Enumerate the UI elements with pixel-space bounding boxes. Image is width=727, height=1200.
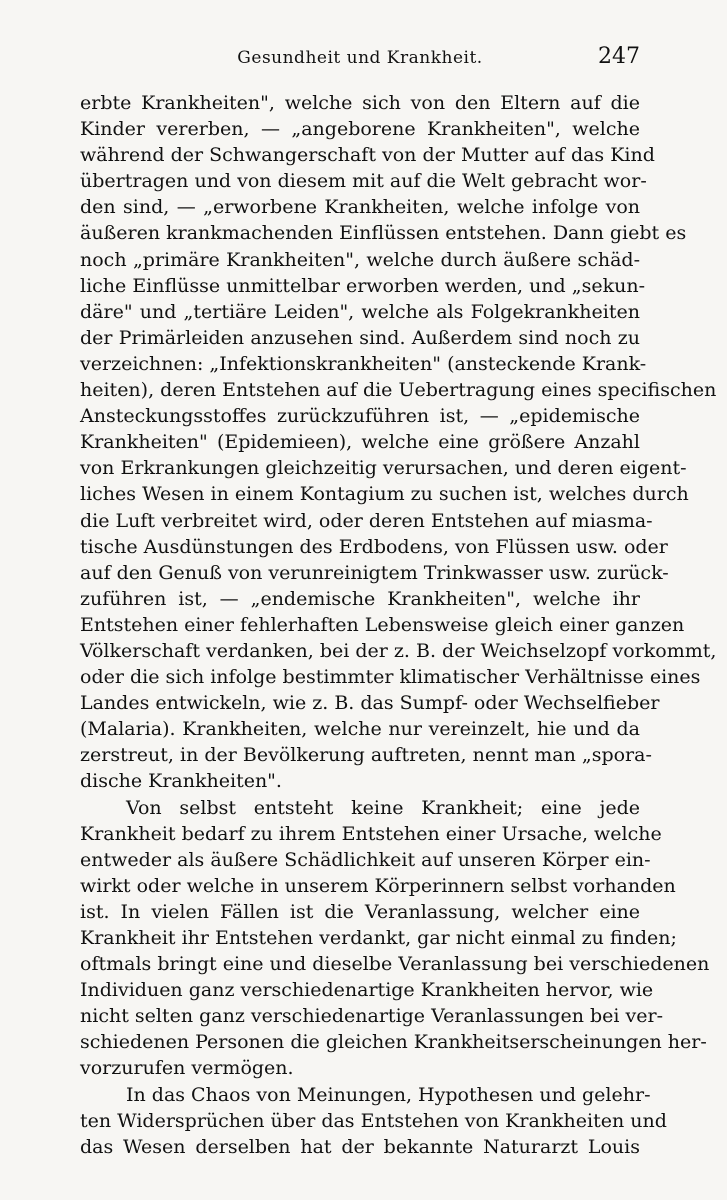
- text-line: Völkerschaft verdanken, bei der z. B. der Weichselzopf vorkommt,: [80, 639, 717, 662]
- paragraph: [80, 1082, 667, 1160]
- text-line: der Primärleiden anzusehen sind. Außerdem sind noch zu: [80, 326, 640, 349]
- text-line: erbte Krankheiten", welche sich von den Eltern auf die: [80, 92, 640, 114]
- text-line: oftmals bringt eine und dieselbe Veranlassung bei verschiedenen: [80, 953, 710, 976]
- text-line: entweder als äußere Schädlichkeit auf unseren Körper ein-: [80, 848, 651, 871]
- text-line: den sind, — „erworbene Krankheiten, welche infolge von: [80, 196, 640, 219]
- text-line: vorzurufen vermögen.: [80, 1057, 294, 1080]
- text-line: liche Einflüsse unmittelbar erworben werden, und „sekun-: [80, 274, 645, 297]
- text-line: auf den Genuß von verunreinigtem Trinkwasser usw. zurück-: [80, 561, 669, 584]
- text-line: Individuen ganz verschiedenartige Krankheiten hervor, wie: [80, 979, 654, 1002]
- text-line: das Wesen derselben hat der bekannte Naturarzt Louis: [80, 1135, 640, 1158]
- text-line: Entstehen einer fehlerhaften Lebensweise gleich einer ganzen: [80, 613, 685, 636]
- paragraph: [80, 795, 710, 1082]
- text-line: während der Schwangerschaft von der Mutter auf das Kind: [80, 144, 655, 167]
- text-line: tische Ausdünstungen des Erdbodens, von Flüssen usw. oder: [80, 535, 668, 558]
- text-line: liches Wesen in einem Kontagium zu suchen ist, welches durch: [80, 483, 689, 506]
- text-line: Krankheit ihr Entstehen verdankt, gar nicht einmal zu finden;: [80, 927, 677, 949]
- text-line: oder die sich infolge bestimmter klimatischer Verhältnisse eines: [80, 666, 701, 689]
- text-line: Ansteckungsstoffes zurückzuführen ist, — „epidemische: [80, 405, 640, 428]
- running-head: Gesundheit und Krankheit.: [237, 48, 483, 68]
- text-line: Landes entwickeln, wie z. B. das Sumpf- oder Wechselfieber: [80, 692, 660, 715]
- page-header: [80, 44, 640, 74]
- text-line: nicht selten ganz verschiedenartige Veranlassungen bei ver-: [80, 1005, 664, 1028]
- text-line: zerstreut, in der Bevölkerung auftreten, nennt man „spora-: [80, 744, 652, 767]
- text-line: übertragen und von diesem mit auf die Welt gebracht wor-: [80, 170, 647, 193]
- paragraph: [80, 90, 717, 795]
- text-line: (Malaria). Krankheiten, welche nur vereinzelt, hie und da: [80, 718, 640, 741]
- text-line: ist. In vielen Fällen ist die Veranlassung, welcher eine: [80, 900, 640, 923]
- text-line: noch „primäre Krankheiten", welche durch äußere schäd-: [80, 248, 640, 271]
- text-line: schiedenen Personen die gleichen Krankheitserscheinungen her-: [80, 1031, 707, 1054]
- text-line: In das Chaos von Meinungen, Hypothesen und gelehr-: [126, 1083, 651, 1106]
- text-line: äußeren krankmachenden Einflüssen entstehen. Dann giebt es: [80, 222, 687, 245]
- text-line: ten Widersprüchen über das Entstehen von Krankheiten und: [80, 1109, 667, 1132]
- text-line: von Erkrankungen gleichzeitig verursachen, und deren eigent-: [80, 457, 687, 480]
- text-line: heiten), deren Entstehen auf die Uebertragung eines specifischen: [80, 379, 717, 402]
- text-line: Krankheit bedarf zu ihrem Entstehen einer Ursache, welche: [80, 822, 662, 845]
- text-line: Kinder vererben, — „angeborene Krankheiten", welche: [80, 118, 640, 141]
- text-line: wirkt oder welche in unserem Körperinnern selbst vorhanden: [80, 874, 676, 897]
- text-line: Krankheiten" (Epidemieen), welche eine größere Anzahl: [80, 431, 640, 454]
- text-line: Von selbst entsteht keine Krankheit; eine jede: [126, 796, 640, 819]
- text-line: däre" und „tertiäre Leiden", welche als Folgekrankheiten: [80, 300, 640, 323]
- page-number: 247: [598, 44, 640, 69]
- text-line: die Luft verbreitet wird, oder deren Entstehen auf miasma-: [80, 509, 653, 532]
- body-text: [80, 90, 717, 1160]
- text-line: zuführen ist, — „endemische Krankheiten", welche ihr: [80, 587, 640, 610]
- text-line: dische Krankheiten".: [80, 770, 282, 793]
- text-line: verzeichnen: „Infektionskrankheiten" (ansteckende Krank-: [80, 352, 647, 375]
